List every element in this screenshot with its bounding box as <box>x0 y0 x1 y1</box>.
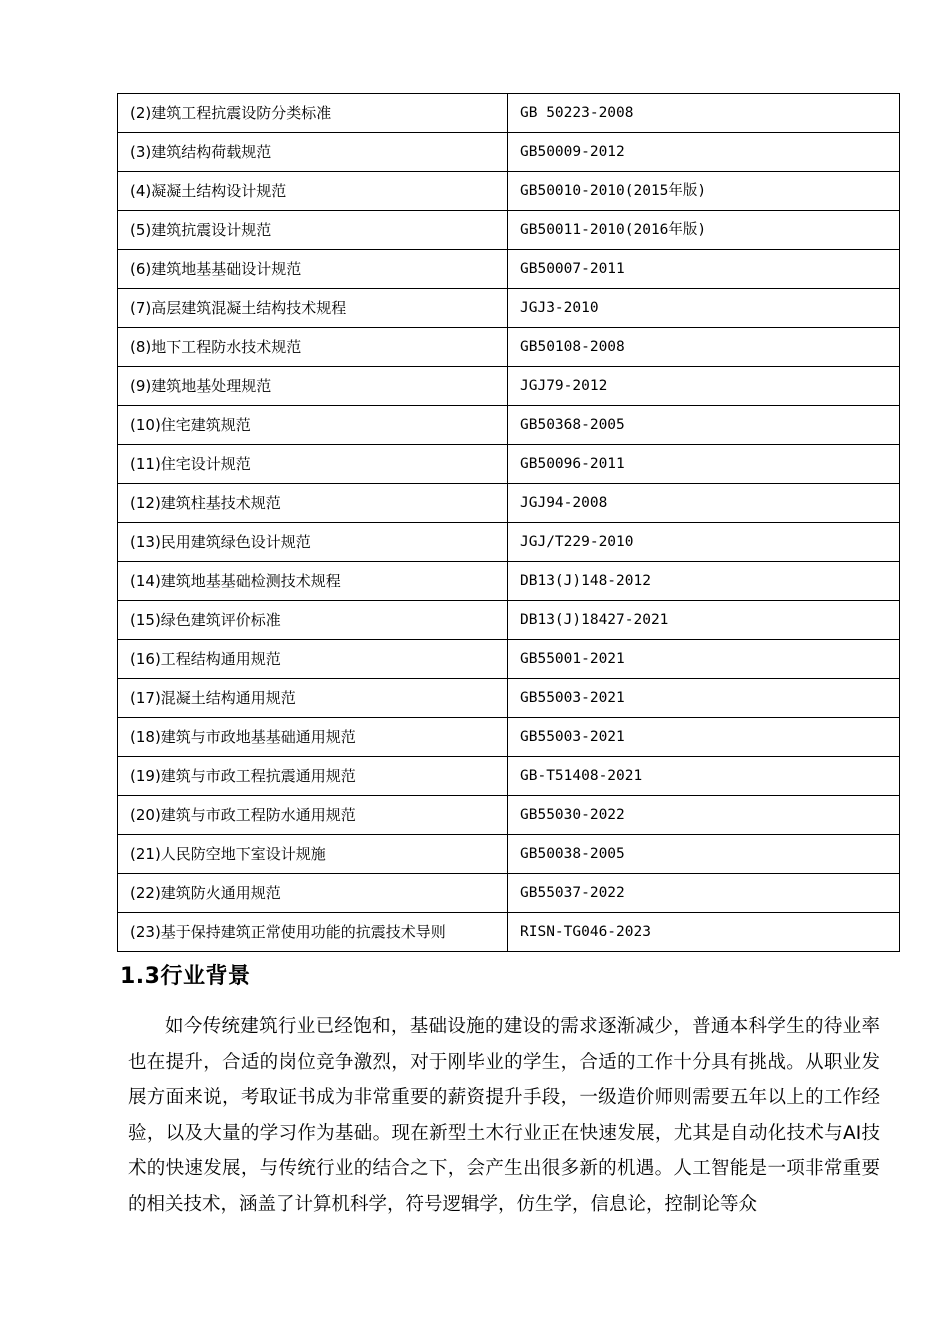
table-row <box>118 601 900 640</box>
standard-name-cell: (6)建筑地基基础设计规范 <box>118 250 508 289</box>
table-row <box>118 94 900 133</box>
table-row <box>118 562 900 601</box>
table-row <box>118 640 900 679</box>
standard-code-cell: GB 50223-2008 <box>508 94 900 133</box>
table-row <box>118 211 900 250</box>
standard-code-cell: JGJ/T229-2010 <box>508 523 900 562</box>
standard-name-cell: (7)高层建筑混凝土结构技术规程 <box>118 289 508 328</box>
standard-name-cell: (22)建筑防火通用规范 <box>118 874 508 913</box>
table-row <box>118 172 900 211</box>
table-row <box>118 133 900 172</box>
table-row <box>118 523 900 562</box>
standard-name-cell: (2)建筑工程抗震设防分类标准 <box>118 94 508 133</box>
section-paragraph: 如今传统建筑行业已经饱和，基础设施的建设的需求逐渐减少，普通本科学生的待业率也在提升，合适的岗位竞争激烈，对于刚毕业的学生，合适的工作十分具有挑战。从职业发展方面来说，考取证书成为非常重要的薪资提升手段，一级造价师则需要五年以上的工作经验，以及大量的学习作为基础。现在新型土木行业正在快速发展，尤其是自动化技术与AI技术的快速发展，与传统行业的结合之下，会产生出很多新的机遇。人工智能是一项非常重要的相关技术，涵盖了计算机科学，符号逻辑学，仿生学，信息论，控制论等众 <box>128 1016 880 1215</box>
standards-table <box>117 93 900 952</box>
standard-code-cell: GB50038-2005 <box>508 835 900 874</box>
standard-code-cell: JGJ94-2008 <box>508 484 900 523</box>
table-row <box>118 250 900 289</box>
standard-code-cell: GB50368-2005 <box>508 406 900 445</box>
standard-name-cell: (5)建筑抗震设计规范 <box>118 211 508 250</box>
table-row <box>118 367 900 406</box>
table-row <box>118 757 900 796</box>
standard-code-cell: JGJ3-2010 <box>508 289 900 328</box>
standard-name-cell: (8)地下工程防水技术规范 <box>118 328 508 367</box>
standard-code-cell: DB13(J)18427-2021 <box>508 601 900 640</box>
standard-name-cell: (18)建筑与市政地基基础通用规范 <box>118 718 508 757</box>
standard-code-cell: RISN-TG046-2023 <box>508 913 900 952</box>
table-row <box>118 484 900 523</box>
standard-code-cell: GB55037-2022 <box>508 874 900 913</box>
standard-name-cell: (9)建筑地基处理规范 <box>118 367 508 406</box>
standard-name-cell: (19)建筑与市政工程抗震通用规范 <box>118 757 508 796</box>
table-row <box>118 328 900 367</box>
standard-name-cell: (17)混凝土结构通用规范 <box>118 679 508 718</box>
standard-code-cell: GB50007-2011 <box>508 250 900 289</box>
standard-code-cell: GB50108-2008 <box>508 328 900 367</box>
standard-code-cell: DB13(J)148-2012 <box>508 562 900 601</box>
standard-name-cell: (11)住宅设计规范 <box>118 445 508 484</box>
standard-code-cell: GB55030-2022 <box>508 796 900 835</box>
standard-name-cell: (4)凝凝土结构设计规范 <box>118 172 508 211</box>
standard-name-cell: (21)人民防空地下室设计规施 <box>118 835 508 874</box>
standard-name-cell: (16)工程结构通用规范 <box>118 640 508 679</box>
table-row <box>118 874 900 913</box>
standard-code-cell: GB50096-2011 <box>508 445 900 484</box>
standard-name-cell: (10)住宅建筑规范 <box>118 406 508 445</box>
standard-code-cell: GB55003-2021 <box>508 679 900 718</box>
table-row <box>118 718 900 757</box>
standard-name-cell: (3)建筑结构荷载规范 <box>118 133 508 172</box>
table-row <box>118 289 900 328</box>
table-row <box>118 406 900 445</box>
standard-name-cell: (20)建筑与市政工程防水通用规范 <box>118 796 508 835</box>
standard-code-cell: JGJ79-2012 <box>508 367 900 406</box>
table-row <box>118 445 900 484</box>
table-row <box>118 796 900 835</box>
standard-code-cell: GB50010-2010(2015年版) <box>508 172 900 211</box>
section-heading: 1.3行业背景 <box>120 964 251 989</box>
standard-name-cell: (12)建筑柱基技术规范 <box>118 484 508 523</box>
standard-code-cell: GB-T51408-2021 <box>508 757 900 796</box>
standards-table-body <box>118 94 900 952</box>
table-row <box>118 835 900 874</box>
standard-name-cell: (13)民用建筑绿色设计规范 <box>118 523 508 562</box>
standard-code-cell: GB50011-2010(2016年版) <box>508 211 900 250</box>
standard-code-cell: GB55001-2021 <box>508 640 900 679</box>
standard-name-cell: (23)基于保持建筑正常使用功能的抗震技术导则 <box>118 913 508 952</box>
standard-code-cell: GB50009-2012 <box>508 133 900 172</box>
standard-code-cell: GB55003-2021 <box>508 718 900 757</box>
standard-name-cell: (14)建筑地基基础检测技术规程 <box>118 562 508 601</box>
table-row <box>118 679 900 718</box>
table-row <box>118 913 900 952</box>
standard-name-cell: (15)绿色建筑评价标准 <box>118 601 508 640</box>
